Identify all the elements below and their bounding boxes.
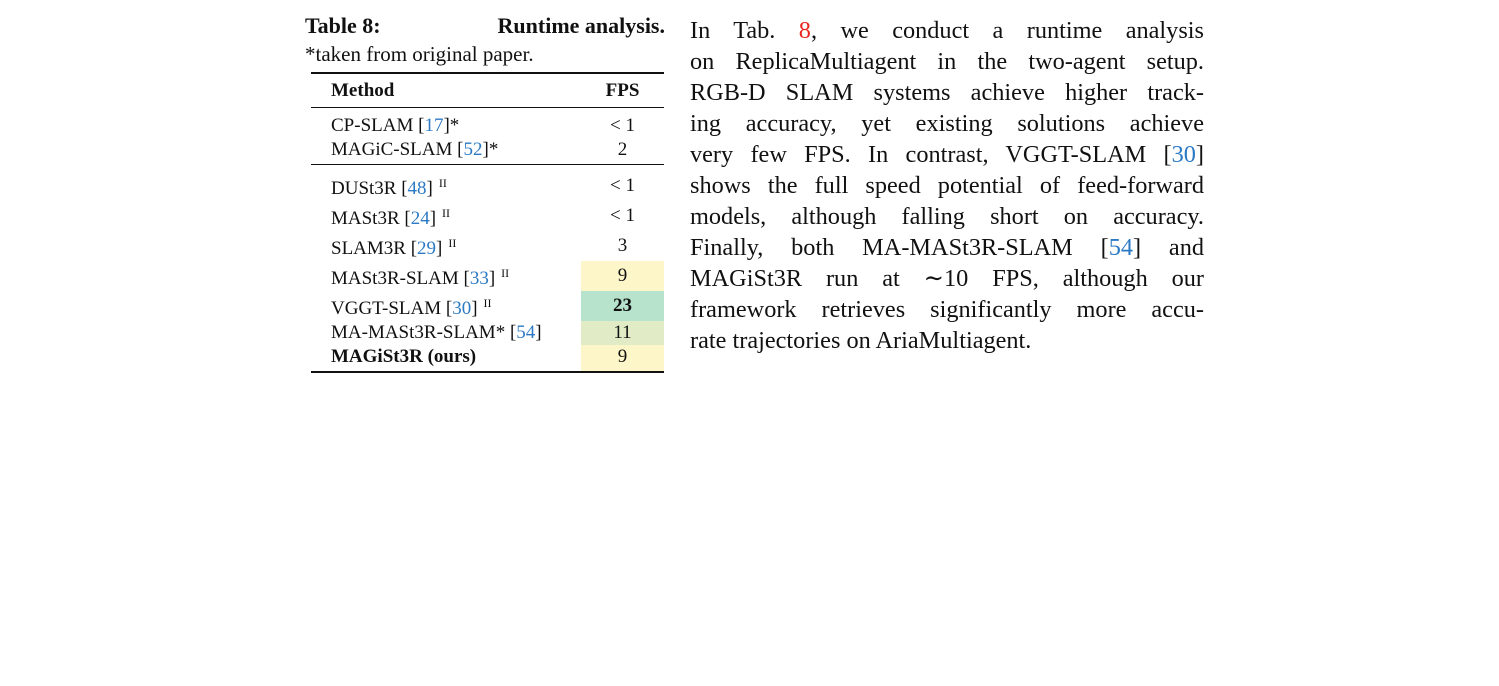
paragraph-line: rate trajectories on AriaMultiagent. <box>690 327 1032 354</box>
method-name: CP-SLAM <box>331 115 414 136</box>
citation-link[interactable]: 48 <box>407 178 427 199</box>
table-header-row <box>311 73 664 108</box>
header-fps: FPS <box>581 73 664 108</box>
roman-two-mark: II <box>442 206 451 220</box>
method-cell: MASt3R-SLAM [33] $^{II}$ <box>331 266 510 289</box>
table-row <box>311 165 664 202</box>
method-name: MASt3R-SLAM <box>331 268 459 289</box>
method-name: MA-MASt3R-SLAM* <box>331 322 506 343</box>
method-name: SLAM3R <box>331 238 406 259</box>
roman-two-mark: II <box>483 296 492 310</box>
fps-cell-highlighted: 9 <box>581 345 664 372</box>
table-row <box>311 201 664 231</box>
text-span: , we conduct a runtime analysis <box>810 17 1204 44</box>
fps-cell: 3 <box>617 235 628 256</box>
paragraph-line: shows the full speed potential of feed-forward <box>690 172 1204 199</box>
fps-cell: < 1 <box>610 115 635 136</box>
fps-cell: 2 <box>617 139 628 160</box>
citation-link[interactable]: 52 <box>463 139 483 160</box>
paragraph-line: on ReplicaMultiagent in the two-agent setup. <box>690 48 1204 75</box>
method-cell: VGGT-SLAM [30] $^{II}$ <box>331 296 492 319</box>
table-row <box>311 321 664 345</box>
text-span: In Tab. <box>690 17 776 44</box>
table-row <box>311 261 664 291</box>
citation-link[interactable]: 33 <box>469 268 489 289</box>
fps-cell-highlighted: 9 <box>581 261 664 291</box>
caption-title: Runtime analysis. <box>497 13 665 38</box>
method-cell: MA-MASt3R-SLAM* [54] <box>331 322 542 343</box>
method-cell: MAGiC-SLAM [52]* <box>331 139 499 160</box>
asterisk-mark: * <box>488 139 499 160</box>
roman-two-mark: II <box>438 176 447 190</box>
paragraph-line <box>690 139 1204 170</box>
text-span: very few FPS. In contrast, VGGT-SLAM [ <box>690 141 1172 168</box>
method-cell: DUSt3R [48] $^{II}$ <box>311 165 581 202</box>
table-row <box>311 108 664 139</box>
table-row <box>311 345 664 372</box>
paragraph-line <box>690 232 1204 263</box>
citation-link[interactable]: 17 <box>424 115 444 136</box>
fps-cell: < 1 <box>610 205 635 226</box>
roman-two-mark: II <box>501 266 510 280</box>
method-name: VGGT-SLAM <box>331 298 442 319</box>
paragraph-line: framework retrieves significantly more accu- <box>690 296 1204 323</box>
roman-two-mark: II <box>448 236 457 250</box>
paragraph-line <box>690 15 1204 46</box>
table-row <box>311 138 664 165</box>
paragraph-line: MAGiSt3R run at ∼10 FPS, although our <box>690 265 1204 292</box>
method-cell: CP-SLAM [17]* <box>331 115 460 136</box>
runtime-table <box>311 72 664 373</box>
table-row <box>311 231 664 261</box>
fps-cell: < 1 <box>581 165 664 202</box>
table-caption <box>305 11 665 69</box>
method-cell-ours: MAGiSt3R (ours) <box>331 346 477 367</box>
caption-note: *taken from original paper. <box>305 42 534 66</box>
citation-link[interactable]: 29 <box>417 238 437 259</box>
runtime-table-container <box>311 72 664 373</box>
citation-link[interactable]: 24 <box>410 208 430 229</box>
asterisk-mark: * <box>449 115 460 136</box>
fps-cell-second: 11 <box>581 321 664 345</box>
caption-label: Table 8: <box>305 13 381 38</box>
text-span: ] and <box>1133 234 1204 261</box>
method-cell: MASt3R [24] $^{II}$ <box>331 206 451 229</box>
method-name: MASt3R <box>331 208 400 229</box>
body-paragraph <box>690 15 1204 356</box>
paragraph-line: RGB-D SLAM systems achieve higher track- <box>690 79 1204 106</box>
table-row <box>311 291 664 321</box>
text-span: ] <box>1195 141 1204 168</box>
caption-title-line <box>305 11 665 40</box>
paragraph-line: ing accuracy, yet existing solutions achieve <box>690 110 1204 137</box>
method-name: MAGiC-SLAM <box>331 139 453 160</box>
citation-link[interactable]: 54 <box>516 322 536 343</box>
header-method: Method <box>311 73 581 108</box>
method-cell: SLAM3R [29] $^{II}$ <box>331 236 457 259</box>
citation-link[interactable]: 30 <box>452 298 472 319</box>
paragraph-line: models, although falling short on accuracy. <box>690 203 1204 230</box>
fps-cell-best: 23 <box>581 291 664 321</box>
citation-link[interactable]: 54 <box>1108 234 1133 261</box>
table-reference-link[interactable]: 8 <box>798 17 811 44</box>
text-span: Finally, both MA-MASt3R-SLAM [ <box>690 234 1109 261</box>
method-name: DUSt3R <box>331 178 397 199</box>
citation-link[interactable]: 30 <box>1171 141 1196 168</box>
